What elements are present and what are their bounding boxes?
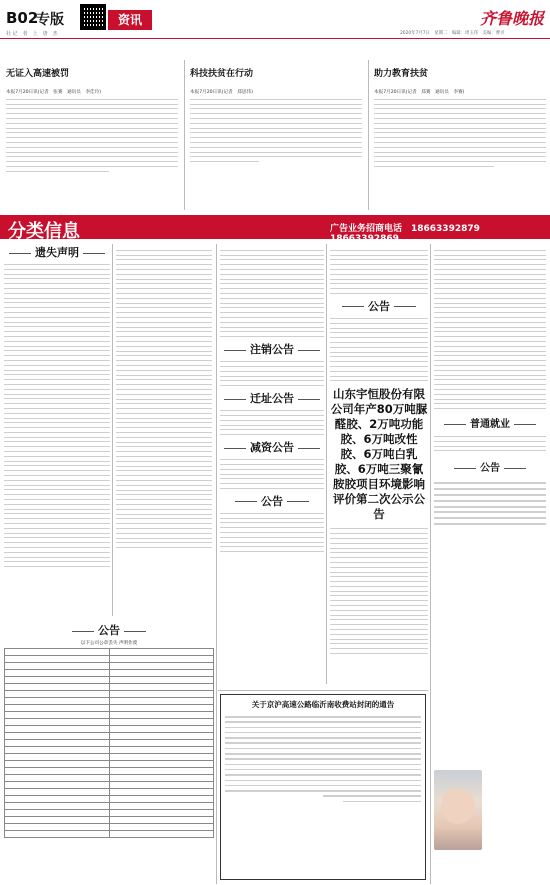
article-body <box>190 99 362 162</box>
article-1 <box>6 66 178 176</box>
article-byline: 本报7月20日讯(记者 郑赛 通讯员 李赛) <box>374 90 465 95</box>
classified-col-2 <box>116 246 212 552</box>
article-title: 助力教育扶贫 <box>374 69 429 79</box>
header-subline: 社 记 者 上 唐 杰 <box>6 31 58 37</box>
stamp-lost-section <box>4 622 214 838</box>
relocation-notice-head: 迁址公告 <box>220 390 324 406</box>
header-date: 2020年7月7日 星期二 编辑：周玉伟 美编：曹贝 <box>400 31 505 36</box>
article-body <box>374 99 546 167</box>
classified-col-4 <box>330 246 428 658</box>
header-rule <box>0 38 550 39</box>
capital-reduction-head: 减资公告 <box>220 439 324 455</box>
paper-logo: 齐鲁晚报 <box>480 9 545 28</box>
classified-col-5 <box>434 246 546 529</box>
classified-col-3 <box>220 246 324 556</box>
article-title: 科技扶贫在行动 <box>190 69 254 79</box>
classified-title: 分类信息 <box>8 221 80 242</box>
stamp-table <box>4 648 214 838</box>
ad-phone: 广告业务招商电话 18663392879 18663392869 <box>330 224 489 244</box>
article-byline: 本报7月20日讯(记者 张赛 通讯员 李佳玲) <box>6 90 102 95</box>
toll-notice-title: 关于京沪高速公路临沂南收费站封闭的通告 <box>251 700 395 709</box>
toll-station-notice <box>220 694 426 880</box>
employment-head: 普通就业 <box>434 415 546 430</box>
page-label: 专版 <box>36 12 64 28</box>
section-tag: 资讯 <box>108 10 152 30</box>
notice-head: 公告 <box>330 298 428 314</box>
lost-notice-head: 遗失声明 <box>4 244 110 260</box>
cancel-notice-head: 注销公告 <box>220 341 324 357</box>
table-caption: 以下公司公章丢失 声明作废 <box>80 641 138 646</box>
notice-head-2: 公告 <box>220 493 324 509</box>
page-number: B02 <box>6 9 39 27</box>
photo-infant-face <box>441 788 475 824</box>
notice-head: 公告 <box>4 622 214 638</box>
eia-notice-title: 山东宇恒股份有限公司年产80万吨脲醛胶、2万吨功能胶、6万吨改性胶、6万吨白乳胶、6万吨三聚氰胺胶项目环境影响评价第二次公示公告 <box>330 387 428 522</box>
notice-head: 公告 <box>434 459 546 474</box>
article-byline: 本报7月20日讯(记者 郑思伟) <box>190 90 253 95</box>
lost-notice-column <box>4 244 110 571</box>
article-3 <box>374 66 546 171</box>
article-body <box>6 99 178 172</box>
qr-code-icon <box>80 4 106 30</box>
article-title: 无证入高速被罚 <box>6 69 70 79</box>
article-2 <box>190 66 362 166</box>
